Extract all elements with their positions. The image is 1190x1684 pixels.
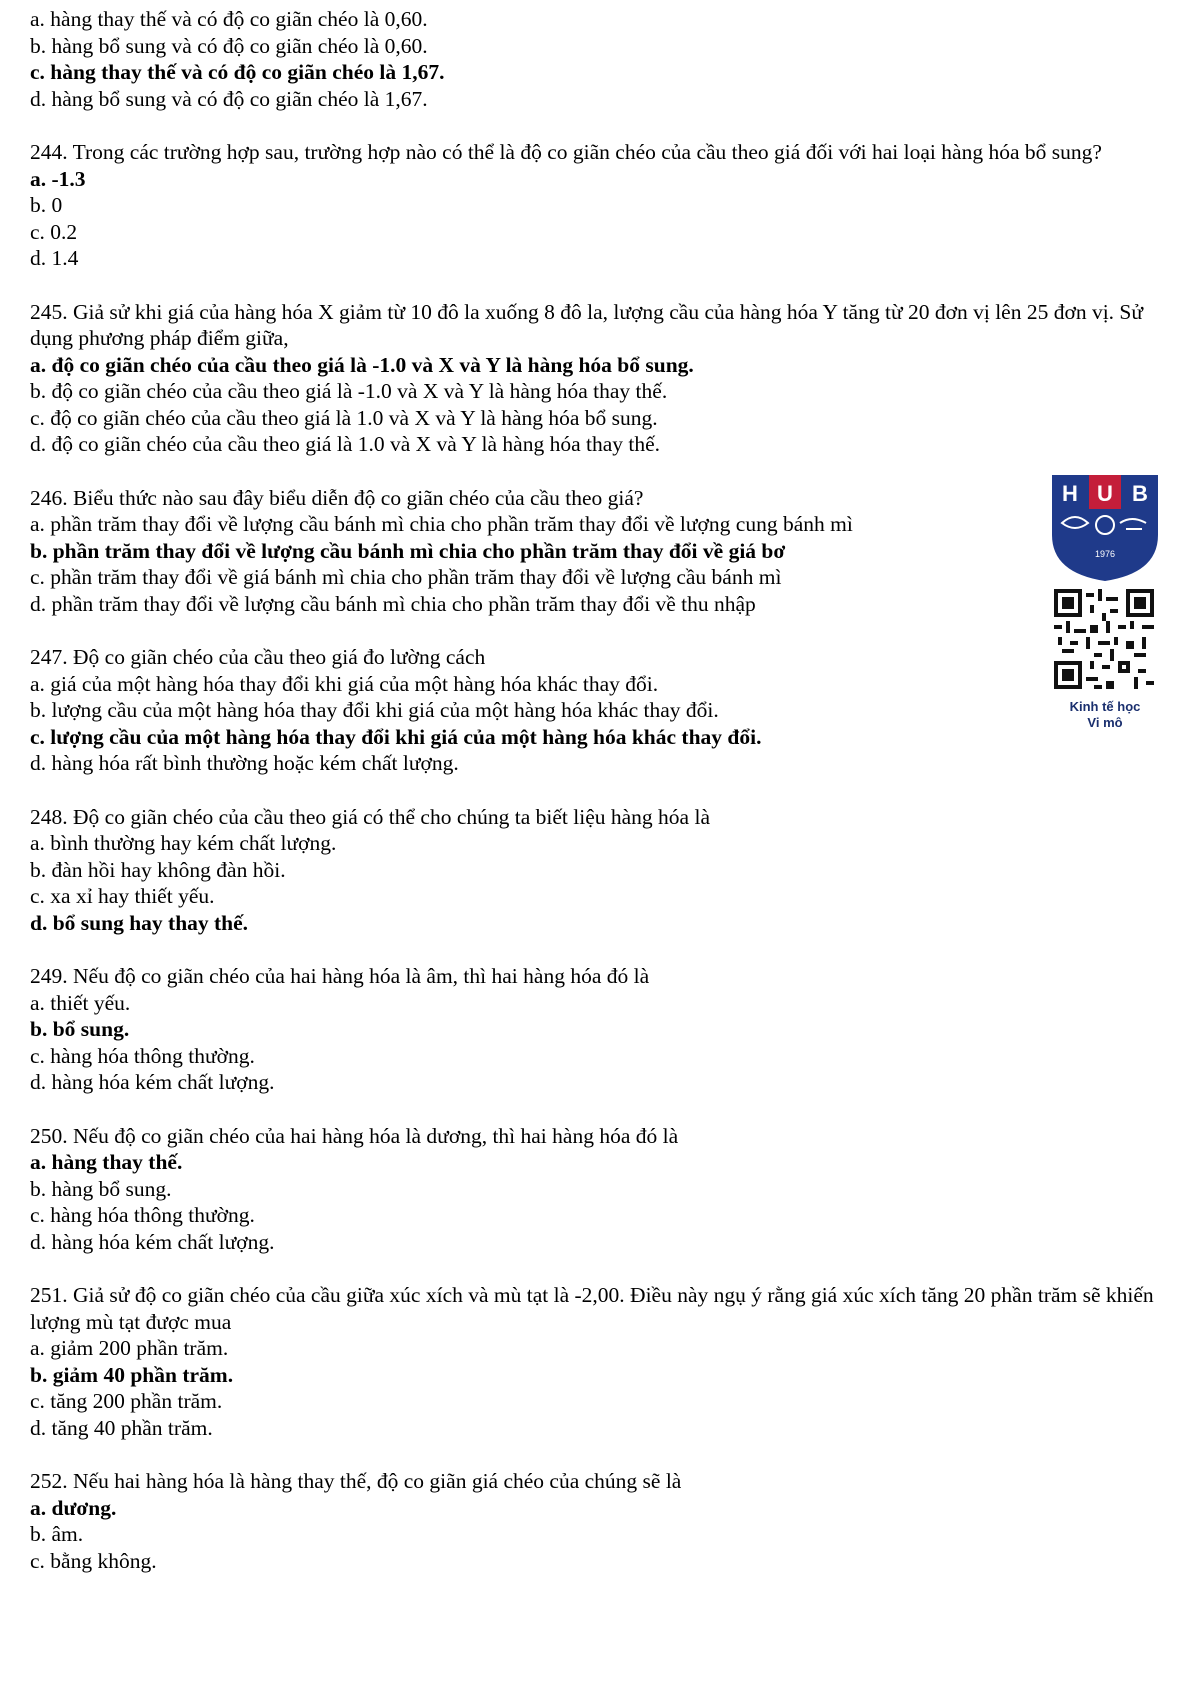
option-line: d. hàng hóa rất bình thường hoặc kém chất lượng.: [30, 751, 459, 775]
question-text: 252. Nếu hai hàng hóa là hàng thay thế, độ co giãn giá chéo của chúng sẽ là: [30, 1469, 682, 1493]
question-text: 249. Nếu độ co giãn chéo của hai hàng hóa là âm, thì hai hàng hóa đó là: [30, 964, 650, 988]
question-245: [30, 299, 1160, 458]
document-body: [30, 6, 1160, 1574]
option-line: c. bằng không.: [30, 1548, 157, 1573]
option-line: b. đàn hồi hay không đàn hồi.: [30, 857, 286, 882]
hub-logo: [1050, 473, 1160, 583]
option-line: b. hàng bổ sung và có độ co giãn chéo là 0,60.: [30, 33, 428, 58]
question-248: [30, 804, 1160, 937]
question-244: [30, 139, 1160, 272]
option-line: c. hàng hóa thông thường.: [30, 1043, 255, 1068]
option-line: c. phần trăm thay đổi về giá bánh mì chia cho phần trăm thay đổi về lượng cầu bánh mì: [30, 565, 782, 589]
option-line-answer: b. phần trăm thay đổi về lượng cầu bánh mì chia cho phần trăm thay đổi về giá bơ: [30, 538, 786, 563]
option-line-answer: c. hàng thay thế và có độ co giãn chéo là 1,67.: [30, 60, 445, 84]
hub-watermark: [1050, 473, 1160, 731]
option-line: a. hàng thay thế và có độ co giãn chéo là 0,60.: [30, 7, 428, 31]
option-line-answer: c. lượng cầu của một hàng hóa thay đổi khi giá của một hàng hóa khác thay đổi.: [30, 724, 762, 749]
option-line: d. độ co giãn chéo của cầu theo giá là 1.0 và X và Y là hàng hóa thay thế.: [30, 432, 661, 456]
svg-text:H: H: [1062, 481, 1078, 506]
question-250: [30, 1123, 1160, 1256]
option-line: c. xa xỉ hay thiết yếu.: [30, 884, 215, 908]
option-line-answer: b. bổ sung.: [30, 1017, 130, 1041]
option-line: d. hàng bổ sung và có độ co giãn chéo là 1,67.: [30, 86, 428, 111]
option-line: c. tăng 200 phần trăm.: [30, 1389, 223, 1413]
option-line: a. giảm 200 phần trăm.: [30, 1336, 229, 1360]
option-line: b. lượng cầu của một hàng hóa thay đổi khi giá của một hàng hóa khác thay đổi.: [30, 698, 719, 722]
option-line: a. bình thường hay kém chất lượng.: [30, 831, 337, 855]
question-247: [30, 644, 1160, 777]
option-line-answer: d. bổ sung hay thay thế.: [30, 910, 249, 935]
question-251: [30, 1282, 1160, 1441]
svg-text:U: U: [1097, 481, 1113, 506]
option-line: b. hàng bổ sung.: [30, 1176, 172, 1201]
option-line: d. hàng hóa kém chất lượng.: [30, 1070, 275, 1094]
option-line-answer: b. giảm 40 phần trăm.: [30, 1362, 234, 1387]
option-line: c. 0.2: [30, 219, 78, 244]
logo-year: 1976: [1094, 549, 1116, 559]
option-line: c. hàng hóa thông thường.: [30, 1203, 255, 1227]
option-line-answer: a. hàng thay thế.: [30, 1150, 183, 1174]
caption-line-2: Vi mô: [1087, 715, 1123, 730]
caption-line-1: Kinh tế học: [1069, 699, 1141, 714]
option-line: d. 1.4: [30, 246, 79, 270]
qr-code: [1054, 589, 1154, 689]
question-249: [30, 963, 1160, 1096]
option-line: b. âm.: [30, 1522, 84, 1546]
option-line: b. 0: [30, 193, 63, 217]
option-line: d. tăng 40 phần trăm.: [30, 1415, 213, 1440]
question-text: 245. Giả sử khi giá của hàng hóa X giảm từ 10 đô la xuống 8 đô la, lượng cầu của hàng hóa Y tăng từ 20 đơn vị lên 25 đơn vị. Sử dụng phương pháp điểm giữa,: [30, 299, 1144, 350]
question-text: 248. Độ co giãn chéo của cầu theo giá có thể cho chúng ta biết liệu hàng hóa là: [30, 804, 710, 829]
option-line: c. độ co giãn chéo của cầu theo giá là 1.0 và X và Y là hàng hóa bổ sung.: [30, 405, 658, 430]
option-line: b. độ co giãn chéo của cầu theo giá là -1.0 và X và Y là hàng hóa thay thế.: [30, 379, 668, 403]
option-line: a. thiết yếu.: [30, 990, 131, 1015]
watermark-caption: [1050, 699, 1160, 731]
option-line: a. giá của một hàng hóa thay đổi khi giá của một hàng hóa khác thay đổi.: [30, 671, 659, 696]
question-text: 250. Nếu độ co giãn chéo của hai hàng hóa là dương, thì hai hàng hóa đó là: [30, 1123, 679, 1148]
question-text: 244. Trong các trường hợp sau, trường hợp nào có thể là độ co giãn chéo của cầu theo giá đối với hai loại hàng hóa bổ sung?: [30, 140, 1102, 164]
option-line-answer: a. -1.3: [30, 166, 86, 191]
option-line: d. hàng hóa kém chất lượng.: [30, 1229, 275, 1254]
question-252: [30, 1468, 1160, 1574]
option-line: a. phần trăm thay đổi về lượng cầu bánh mì chia cho phần trăm thay đổi về lượng cung bánh mì: [30, 512, 853, 536]
question-text: 246. Biểu thức nào sau đây biểu diễn độ co giãn chéo của cầu theo giá?: [30, 485, 644, 510]
option-line-answer: a. độ co giãn chéo của cầu theo giá là -1.0 và X và Y là hàng hóa bổ sung.: [30, 352, 694, 377]
question-243-options: [30, 6, 1160, 112]
question-246: [30, 485, 1160, 618]
option-line: d. phần trăm thay đổi về lượng cầu bánh mì chia cho phần trăm thay đổi về thu nhập: [30, 591, 756, 616]
question-text: 247. Độ co giãn chéo của cầu theo giá đo lường cách: [30, 645, 486, 669]
question-text: 251. Giả sử độ co giãn chéo của cầu giữa xúc xích và mù tạt là -2,00. Điều này ngụ ý rằng giá xúc xích tăng 20 phần trăm sẽ khiến lượng mù tạt được mua: [30, 1283, 1154, 1334]
svg-text:B: B: [1132, 481, 1148, 506]
option-line-answer: a. dương.: [30, 1495, 117, 1520]
